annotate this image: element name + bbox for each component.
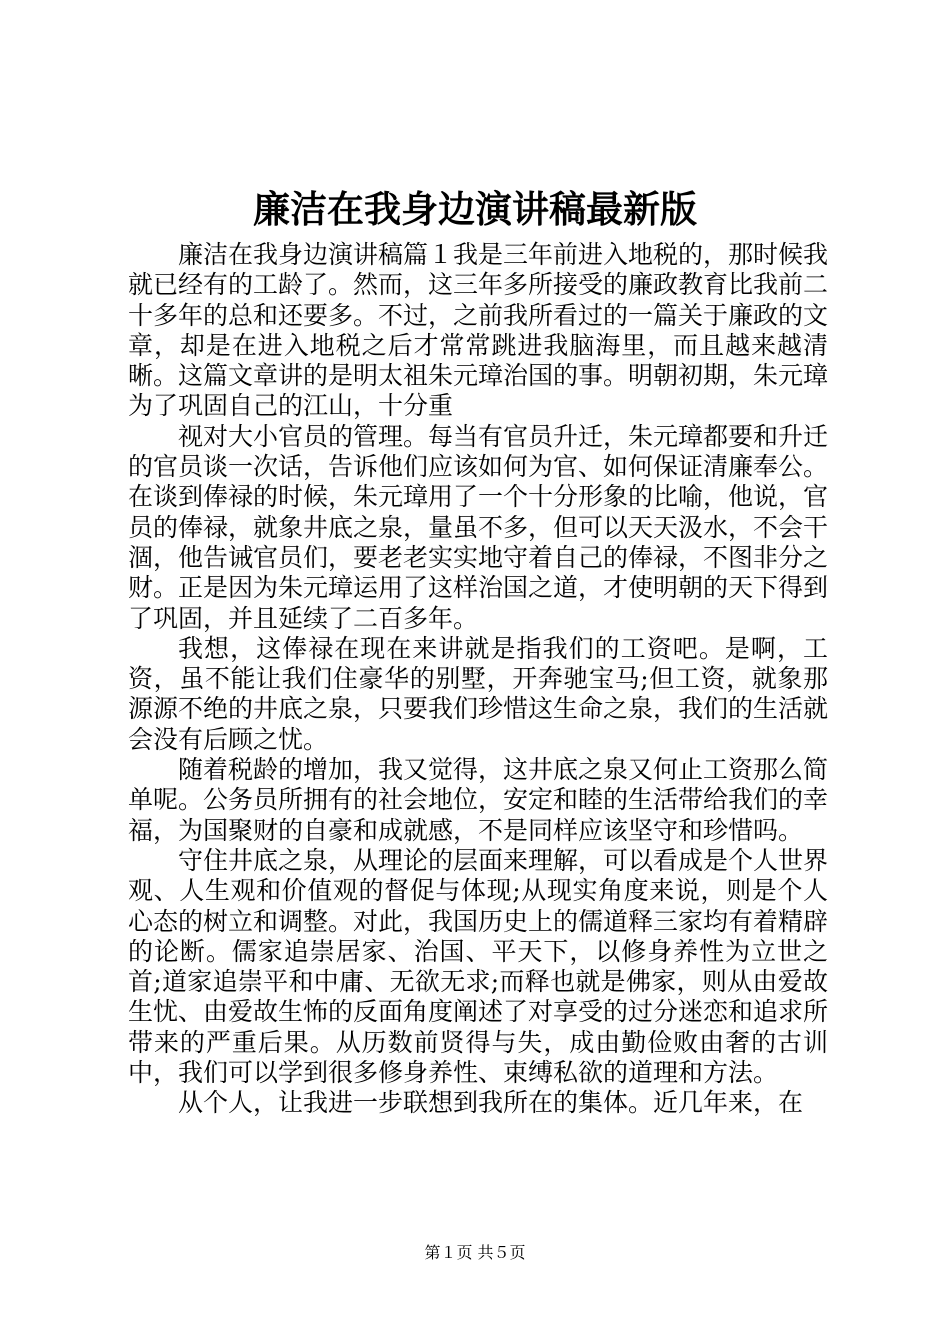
paragraph-6: 从个人，让我进一步联想到我所在的集体。近几年来，在 — [178, 1088, 804, 1118]
document-body — [128, 240, 828, 1119]
paragraph-3: 我想，这俸禄在现在来讲就是指我们的工资吧。是啊，工资，虽不能让我们住豪华的别墅，开奔驰宝马;但工资，就象那源源不绝的井底之泉，只要我们珍惜这生命之泉，我们的生活就会没有后顾之忧。 — [128, 633, 829, 754]
paragraph-1: 廉洁在我身边演讲稿篇１我是三年前进入地税的，那时候我就已经有的工龄了。然而，这三年多所接受的廉政教育比我前二十多年的总和还要多。不过，之前我所看过的一篇关于廉政的文章，却是在进入地税之后才常常跳进我脑海里，而且越来越清晰。这篇文章讲的是明太祖朱元璋治国的事。明朝初期，朱元璋为了巩固自己的江山，十分重 — [128, 240, 829, 421]
document-title: 廉洁在我身边演讲稿最新版 — [253, 187, 697, 231]
page-number-footer: 第１页 共５页 — [424, 1243, 526, 1262]
paragraph-5: 守住井底之泉，从理论的层面来理解，可以看成是个人世界观、人生观和价值观的督促与体现;从现实角度来说，则是个人心态的树立和调整。对此，我国历史上的儒道释三家均有着精辟的论断。儒家追崇居家、治国、平天下，以修身养性为立世之首;道家追崇平和中庸、无欲无求;而释也就是佛家，则从由爱故生忧、由爱故生怖的反面角度阐述了对享受的过分迷恋和追求所带来的严重后果。从历数前贤得与失，成由勤俭败由奢的古训中，我们可以学到很多修身养性、束缚私欲的道理和方法。 — [128, 845, 829, 1088]
paragraph-2: 视对大小官员的管理。每当有官员升迁，朱元璋都要和升迁的官员谈一次话，告诉他们应该如何为官、如何保证清廉奉公。在谈到俸禄的时候，朱元璋用了一个十分形象的比喻，他说，官员的俸禄，就象井底之泉，量虽不多，但可以天天汲水，不会干涸，他告诫官员们，要老老实实地守着自己的俸禄，不图非分之财。正是因为朱元璋运用了这样治国之道，才使明朝的天下得到了巩固，并且延续了二百多年。 — [128, 421, 829, 633]
paragraph-4: 随着税龄的增加，我又觉得，这井底之泉又何止工资那么简单呢。公务员所拥有的社会地位，安定和睦的生活带给我们的幸福，为国聚财的自豪和成就感，不是同样应该坚守和珍惜吗。 — [128, 755, 829, 845]
